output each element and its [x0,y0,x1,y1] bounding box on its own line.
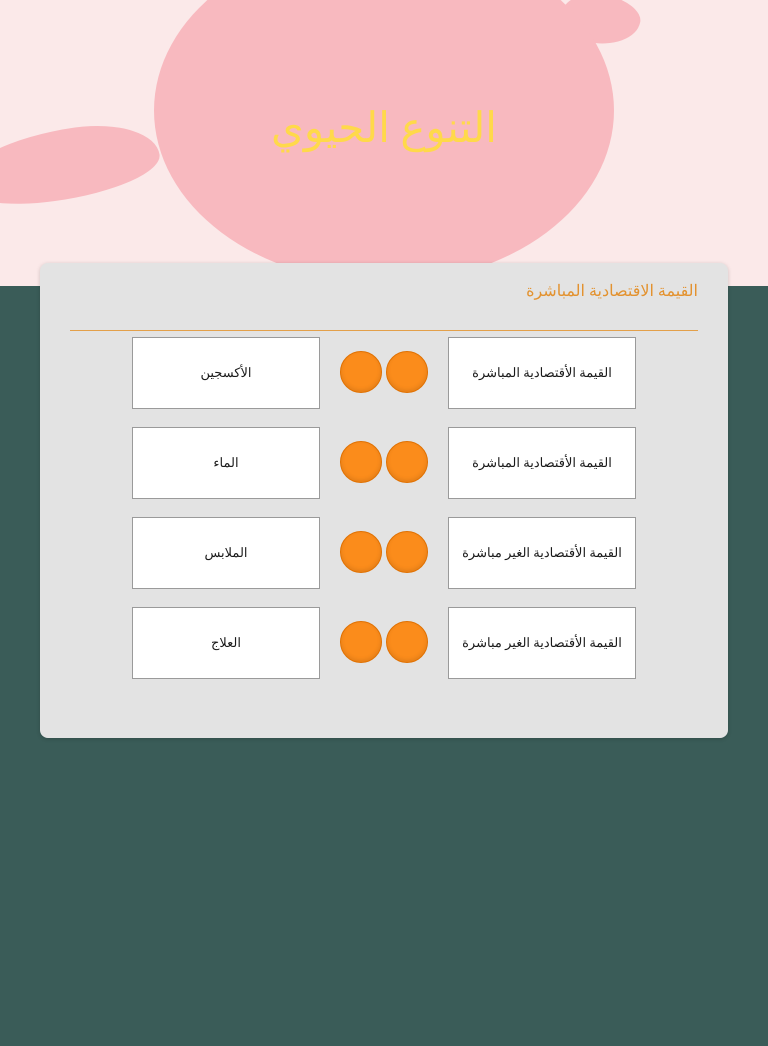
title-divider [70,330,698,331]
match-tile-right-1[interactable]: القيمة الأقتصادية المباشرة [448,337,636,409]
connector-knob-left-2[interactable] [340,441,382,483]
match-row [386,607,636,681]
match-row [386,517,636,591]
match-row [386,337,636,411]
match-row [132,607,382,681]
match-tile-right-3[interactable]: القيمة الأقتصادية الغير مباشرة [448,517,636,589]
card-title: القيمة الاقتصادية المباشرة [526,283,698,300]
match-tile-right-2[interactable]: القيمة الأقتصادية المباشرة [448,427,636,499]
match-tile-right-4[interactable]: القيمة الأقتصادية الغير مباشرة [448,607,636,679]
match-row [132,517,382,591]
slide-header [0,0,768,286]
match-column-left [132,337,382,697]
match-column-right [386,337,636,697]
match-tile-left-4[interactable]: العلاج [132,607,320,679]
connector-knob-right-2[interactable] [386,441,428,483]
page-title: التنوع الحيوي [271,106,497,152]
connector-knob-left-4[interactable] [340,621,382,663]
match-row [132,337,382,411]
match-tile-left-1[interactable]: الأكسجين [132,337,320,409]
match-columns [40,337,728,717]
connector-knob-left-1[interactable] [340,351,382,393]
match-row [132,427,382,501]
matching-activity-card [40,263,728,738]
connector-knob-right-4[interactable] [386,621,428,663]
connector-knob-right-3[interactable] [386,531,428,573]
match-tile-left-3[interactable]: الملابس [132,517,320,589]
match-row [386,427,636,501]
connector-knob-left-3[interactable] [340,531,382,573]
connector-knob-right-1[interactable] [386,351,428,393]
match-tile-left-2[interactable]: الماء [132,427,320,499]
